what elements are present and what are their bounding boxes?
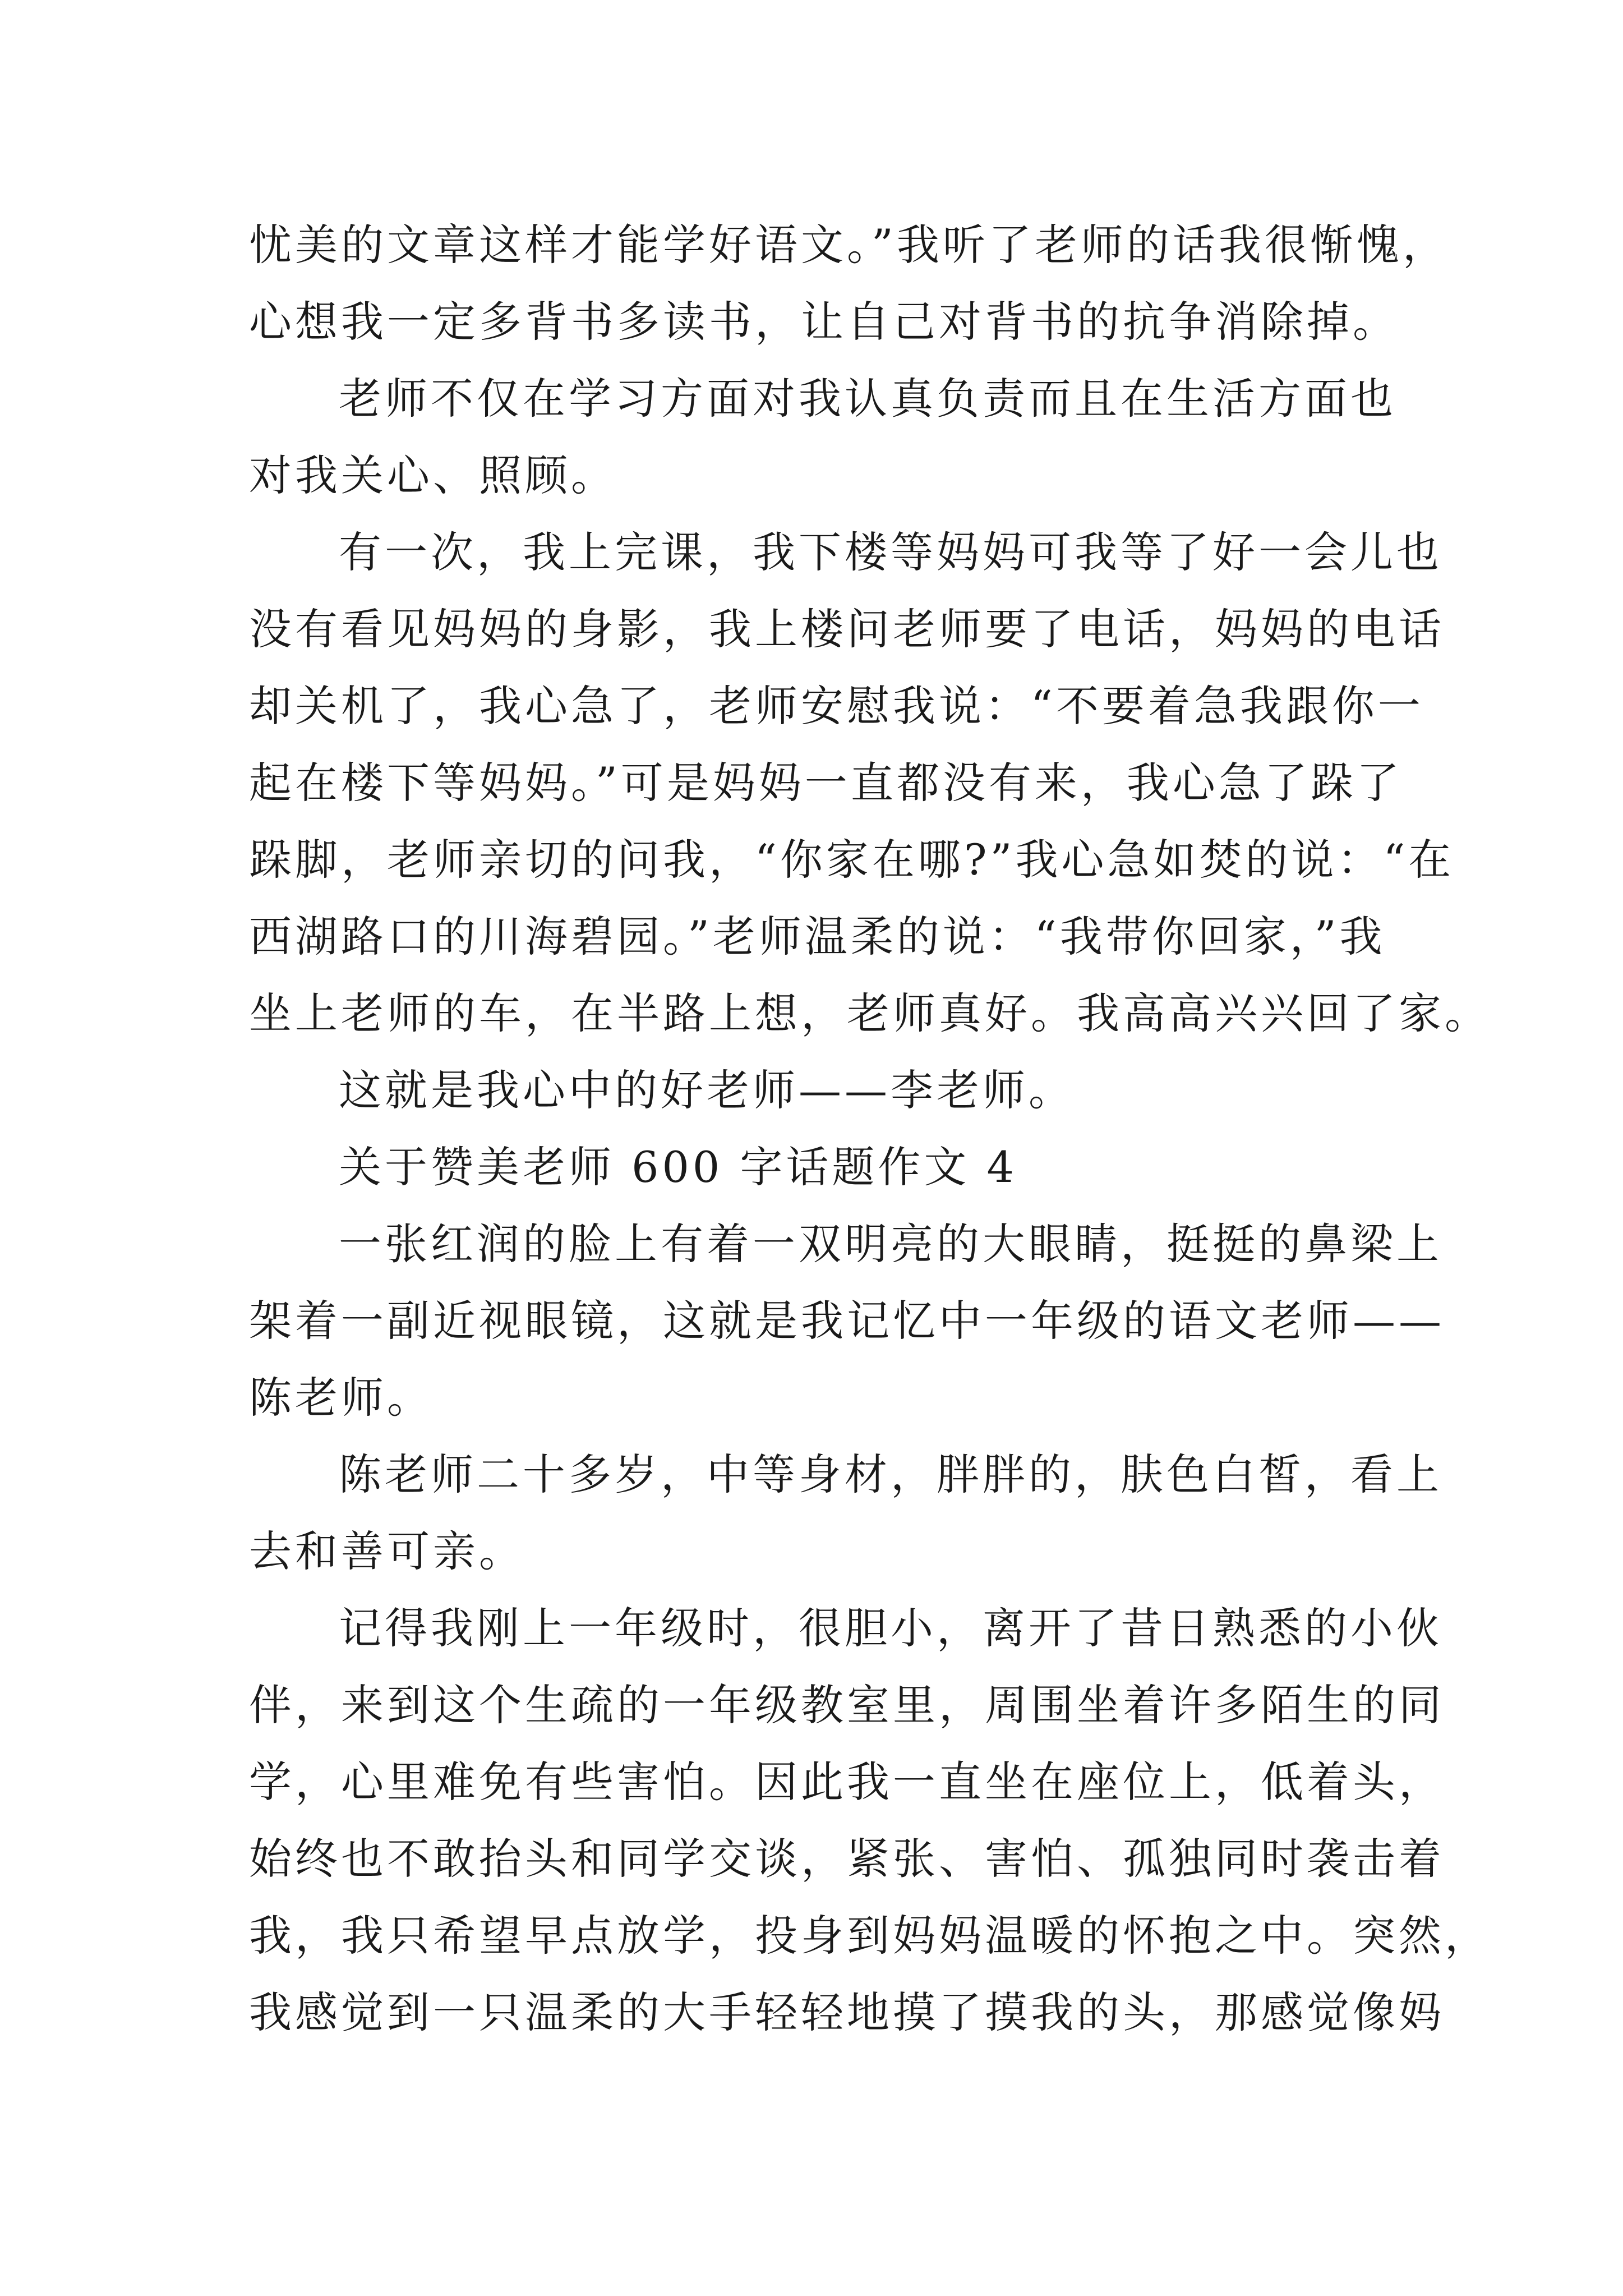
text-line: 记得我刚上一年级时，很胆小，离开了昔日熟悉的小伙 — [339, 1603, 1442, 1653]
heading-line: 关于赞美老师 600 字话题作文 4 — [339, 1142, 1017, 1192]
text-line: 陈老师。 — [249, 1373, 433, 1423]
paragraph-2 — [249, 360, 1396, 514]
text-line: 心想我一定多背书多读书，让自己对背书的抗争消除掉。 — [249, 297, 1399, 347]
paragraph-8 — [249, 1590, 1491, 2051]
text-line: 忧美的文章这样才能学好语文。”我听了老师的话我很惭愧， — [249, 220, 1449, 270]
text-line: 伴，来到这个生疏的一年级教室里，周围坐着许多陌生的同 — [249, 1680, 1445, 1730]
text-line: 起在楼下等妈妈。”可是妈妈一直都没有来，我心急了跺了 — [249, 758, 1403, 808]
document-body — [249, 206, 1491, 2051]
text-line: 学，心里难免有些害怕。因此我一直坐在座位上，低着头， — [249, 1757, 1445, 1807]
text-line: 跺脚，老师亲切的问我，“你家在哪?”我心急如焚的说：“在 — [249, 835, 1455, 885]
paragraph-3 — [249, 514, 1491, 1052]
paragraph-7 — [249, 1436, 1442, 1590]
text-line: 老师不仅在学习方面对我认真负责而且在生活方面也 — [339, 374, 1396, 424]
text-line: 我，我只希望早点放学，投身到妈妈温暖的怀抱之中。突然， — [249, 1911, 1491, 1961]
text-line: 我感觉到一只温柔的大手轻轻地摸了摸我的头，那感觉像妈 — [249, 1987, 1445, 2037]
text-line: 去和善可亲。 — [249, 1526, 525, 1576]
text-line: 却关机了，我心急了，老师安慰我说：“不要着急我跟你一 — [249, 681, 1424, 731]
text-line: 这就是我心中的好老师——李老师。 — [339, 1065, 1075, 1115]
paragraph-4 — [249, 1052, 1382, 1129]
text-line: 架着一副近视眼镜，这就是我记忆中一年级的语文老师—— — [249, 1296, 1445, 1346]
paragraph-1 — [249, 206, 1449, 360]
text-line: 始终也不敢抬头和同学交谈，紧张、害怕、孤独同时袭击着 — [249, 1834, 1445, 1884]
paragraph-6 — [249, 1205, 1445, 1436]
text-line: 一张红润的脸上有着一双明亮的大眼睛，挺挺的鼻梁上 — [339, 1219, 1442, 1269]
text-line: 有一次，我上完课，我下楼等妈妈可我等了好一会儿也 — [339, 527, 1442, 577]
section-heading — [249, 1129, 1382, 1205]
text-line: 西湖路口的川海碧园。”老师温柔的说：“我带你回家，”我 — [249, 912, 1386, 961]
text-line: 陈老师二十多岁，中等身材，胖胖的，肤色白皙，看上 — [339, 1450, 1442, 1499]
text-line: 没有看见妈妈的身影，我上楼问老师要了电话，妈妈的电话 — [249, 604, 1445, 654]
text-line: 坐上老师的车，在半路上想，老师真好。我高高兴兴回了家。 — [249, 988, 1491, 1038]
text-line: 对我关心、照顾。 — [249, 450, 617, 500]
